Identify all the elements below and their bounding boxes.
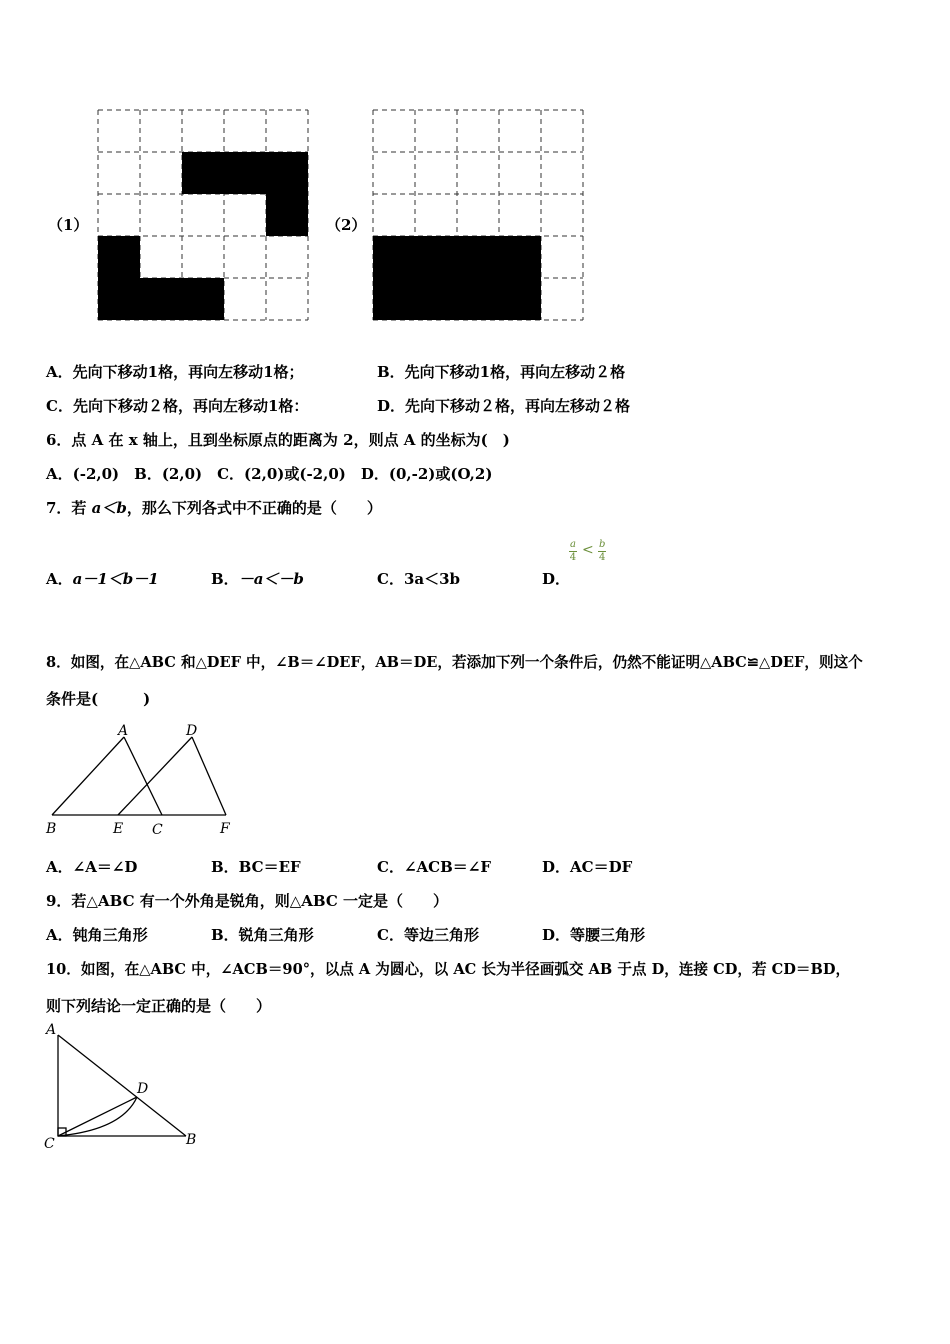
q10-label-a: A (46, 1022, 57, 1038)
q10-label-b: B (186, 1132, 197, 1148)
q9-option-c: C．等边三角形 (377, 926, 479, 944)
q7-option-c (377, 568, 460, 589)
q7-option-a (46, 568, 159, 589)
q7-frac-b-num: b (599, 539, 606, 550)
q6-stem: 6．点 A 在 x 轴上，且到坐标原点的距离为 2，则点 A 的坐标为( ) (46, 431, 510, 449)
q10-label-c: C (44, 1136, 55, 1152)
q7-option-a-label: A． (46, 570, 73, 588)
q7-option-b-expr: －a＜－b (238, 570, 304, 588)
q8-option-c: C．∠ACB＝∠F (377, 858, 491, 876)
q7-option-d-frac-a (569, 539, 577, 564)
grid2-label: （2） (326, 216, 367, 234)
grid1-label: （1） (48, 216, 89, 234)
q7-option-a-expr: a－1＜b－1 (72, 570, 159, 588)
q9-option-d: D．等腰三角形 (542, 926, 646, 944)
q7-stem-prefix: 7．若 (46, 499, 92, 517)
q7-stem (46, 497, 382, 518)
shape-rectangle (373, 236, 541, 320)
q9-option-b: B．锐角三角形 (211, 926, 314, 944)
q7-frac-a-den: 4 (569, 552, 577, 563)
q8-option-d: D．AC＝DF (542, 858, 633, 876)
q8-label-b: B (46, 821, 57, 837)
q7-option-c-label: C． (377, 570, 404, 588)
q8-label-a: A (118, 723, 129, 739)
q7-option-c-expr: 3a＜3b (403, 570, 461, 588)
q6-options: A．(-2,0) B．(2,0) C．(2,0)或(-2,0) D．(0,-2)或(O,2) (46, 465, 493, 483)
q8-stem-line1: 8．如图，在△ABC 和△DEF 中，∠B＝∠DEF，AB＝DE，若添加下列一个条件后，仍然不能证明△ABC≌△DEF，则这个 (46, 654, 863, 671)
q8-label-c: C (152, 822, 163, 838)
q10-label-d: D (137, 1081, 149, 1097)
q8-label-e: E (113, 821, 124, 837)
q7-stem-math: a＜b (91, 499, 127, 517)
q8-stem-line2: 条件是( ) (46, 690, 151, 708)
shape-top-right (182, 152, 308, 236)
q7-option-b (211, 568, 304, 589)
shape-bottom-left (98, 236, 224, 320)
q8-label-f: F (220, 821, 230, 837)
grid-figure-2 (371, 108, 587, 324)
q5-option-c: C．先向下移动２格，再向左移动1格： (46, 397, 309, 415)
q8-label-d: D (186, 723, 198, 739)
q10-stem-line1: 10．如图，在△ABC 中，∠ACB＝90°，以点 A 为圆心，以 AC 长为半径画弧交 AB 于点 D，连接 CD，若 CD＝BD， (46, 961, 851, 978)
q10-stem-line2: 则下列结论一定正确的是（ ） (46, 997, 272, 1015)
q9-stem: 9．若△ABC 有一个外角是锐角，则△ABC 一定是（ ） (46, 892, 449, 910)
q7-option-d-label: D． (542, 570, 571, 588)
q7-stem-suffix: ，那么下列各式中不正确的是（ ） (126, 499, 382, 517)
q7-frac-a-num: a (570, 539, 576, 550)
q7-option-d-frac-b (598, 539, 606, 564)
q9-option-a: A．钝角三角形 (46, 926, 148, 944)
q10-triangle-figure (40, 1018, 210, 1158)
q8-triangle-figure (44, 720, 244, 840)
q7-option-d-lt: < (582, 542, 594, 558)
q5-option-d: D．先向下移动２格，再向左移动２格 (377, 397, 631, 415)
q8-option-a: A．∠A＝∠D (46, 858, 138, 876)
q5-option-b: B．先向下移动1格，再向左移动２格 (377, 363, 626, 381)
q5-option-a: A．先向下移动1格，再向左移动1格； (46, 363, 304, 381)
q7-frac-b-den: 4 (599, 552, 606, 563)
q8-option-b: B．BC＝EF (211, 858, 301, 876)
grid-figure-1 (96, 108, 312, 324)
q7-option-b-label: B． (211, 570, 239, 588)
